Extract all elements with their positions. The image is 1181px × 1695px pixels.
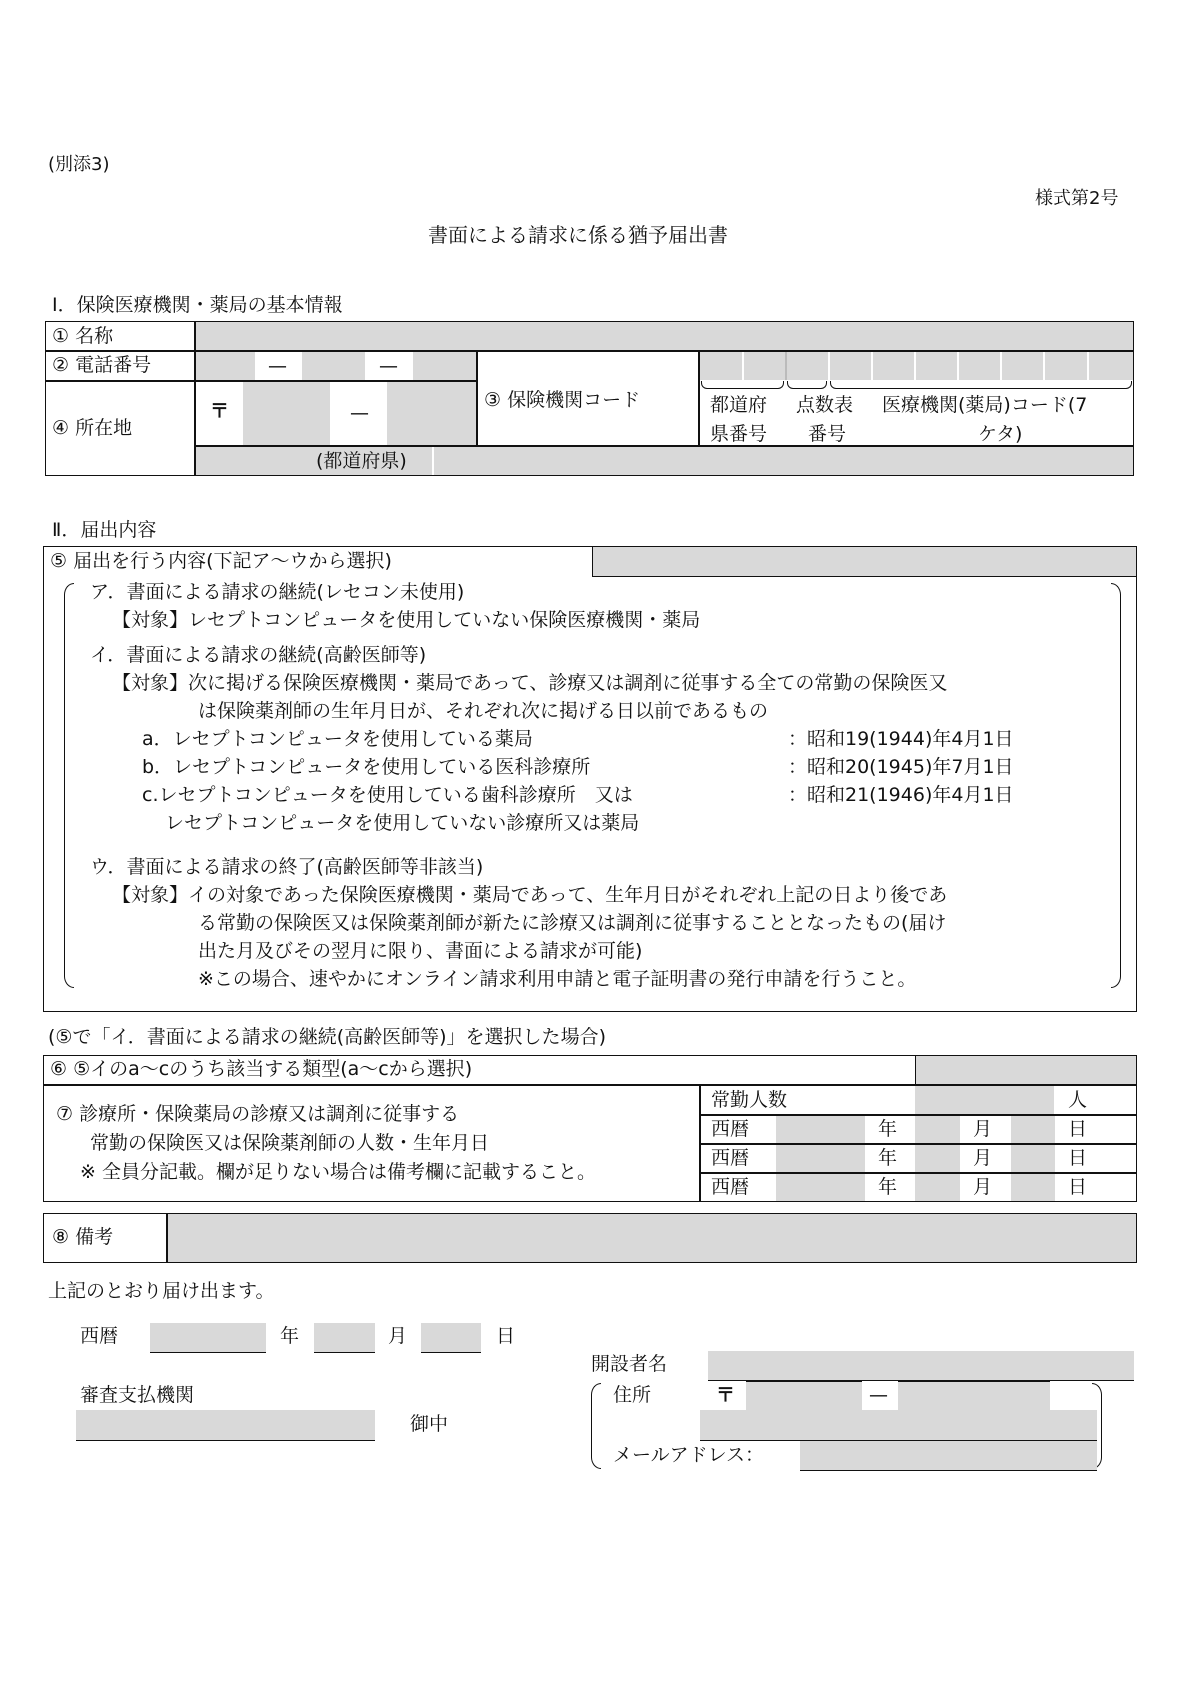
item7-line2: 常勤の保険医又は保険薬剤師の人数・生年月日	[90, 1132, 490, 1154]
email-label: メールアドレス：	[613, 1444, 765, 1466]
option-u-note: ※この場合、速やかにオンライン請求利用申請と電子証明書の発行申請を行うこと。	[198, 968, 917, 990]
options-bracket-left	[64, 583, 74, 988]
address-label: ④ 所在地	[52, 417, 133, 439]
institution-code-input[interactable]	[700, 352, 1133, 380]
birth-month-input[interactable]	[915, 1145, 960, 1172]
postal-code-input-1[interactable]	[243, 382, 330, 445]
option-u-target-3: 出た月及びその翌月に限り、書面による請求が可能)	[198, 940, 643, 962]
birth-day-input[interactable]	[1011, 1145, 1055, 1172]
remarks-label: ⑧ 備考	[52, 1226, 114, 1248]
birth-era-label: 西暦	[711, 1176, 750, 1198]
phone-input-number[interactable]	[413, 352, 476, 380]
birth-year-input[interactable]	[776, 1174, 865, 1201]
code-caption-inst-1: 医療機関(薬局)コード(7	[882, 394, 1088, 416]
form-number: 様式第2号	[1035, 188, 1119, 209]
birth-year-input[interactable]	[776, 1116, 865, 1143]
birth-year-unit: 年	[878, 1118, 898, 1140]
option-i-date-c: ：昭和21(1946)年4月1日	[788, 784, 1014, 806]
staff-count-input[interactable]	[915, 1086, 1054, 1114]
options-bracket-right	[1111, 583, 1121, 988]
postal-separator: —	[350, 402, 369, 424]
option-u-target-2: る常勤の保険医又は保険薬剤師が新たに診療又は調剤に従事することとなったもの(届け	[198, 912, 947, 934]
payer-input[interactable]	[76, 1410, 375, 1441]
founder-postal-separator: —	[869, 1384, 888, 1406]
birth-month-unit: 月	[973, 1118, 993, 1140]
item6-label: ⑥ ⑤イのa～cのうち該当する類型(a～cから選択)	[50, 1058, 473, 1080]
option-i-title: イ．書面による請求の継続(高齢医師等)	[90, 644, 427, 666]
founder-address-input[interactable]	[700, 1410, 1097, 1441]
option-a-title: ア．書面による請求の継続(レセコン未使用)	[90, 581, 465, 603]
postal-code-input-2[interactable]	[387, 382, 476, 445]
staff-count-unit: 人	[1068, 1089, 1088, 1111]
name-label: ① 名称	[52, 325, 114, 347]
option-i-target-2: は保険薬剤師の生年月日が、それぞれ次に掲げる日以前であるもの	[198, 700, 769, 722]
birth-era-label: 西暦	[711, 1118, 750, 1140]
brace-prefecture	[701, 381, 784, 389]
email-input[interactable]	[800, 1441, 1097, 1471]
postal-mark-icon: 〒	[210, 400, 230, 422]
birth-year-unit: 年	[878, 1147, 898, 1169]
code-caption-pref-1: 都道府	[710, 394, 768, 416]
submission-day-input[interactable]	[421, 1323, 481, 1353]
staff-count-label: 常勤人数	[711, 1089, 788, 1111]
phone-separator-1: —	[268, 355, 287, 377]
birth-year-unit: 年	[878, 1176, 898, 1198]
phone-label: ② 電話番号	[52, 354, 152, 376]
item6-select[interactable]	[915, 1056, 1136, 1084]
brace-points	[787, 381, 827, 389]
birth-day-input[interactable]	[1011, 1116, 1055, 1143]
birth-month-input[interactable]	[915, 1174, 960, 1201]
remarks-input[interactable]	[168, 1214, 1136, 1262]
page-title: 書面による請求に係る猶予届出書	[428, 223, 728, 247]
submission-year-input[interactable]	[150, 1323, 266, 1353]
prefecture-label: (都道府県)	[316, 450, 407, 472]
birth-year-input[interactable]	[776, 1145, 865, 1172]
item7-line1: ⑦ 診療所・保険薬局の診療又は調剤に従事する	[56, 1103, 460, 1125]
phone-input-exchange[interactable]	[302, 352, 365, 380]
code-caption-points-2: 番号	[808, 423, 847, 445]
founder-bracket-left	[591, 1383, 601, 1469]
code-caption-points-1: 点数表	[796, 394, 854, 416]
item5-select[interactable]	[592, 546, 1137, 577]
payer-label: 審査支払機関	[80, 1384, 195, 1406]
founder-address-label: 住所	[613, 1384, 652, 1406]
date-era-label: 西暦	[80, 1325, 119, 1347]
birth-month-input[interactable]	[915, 1116, 960, 1143]
option-i-item-c-cont: レセプトコンピュータを使用していない診療所又は薬局	[165, 812, 640, 834]
conditional-note: (⑤で「イ．書面による請求の継続(高齢医師等)」を選択した場合)	[48, 1026, 606, 1048]
option-u-target-1: 【対象】イの対象であった保険医療機関・薬局であって、生年月日がそれぞれ上記の日より後であ	[112, 884, 948, 906]
name-input[interactable]	[196, 322, 1133, 350]
founder-postal-mark-icon: 〒	[716, 1384, 736, 1406]
option-i-date-b: ：昭和20(1945)年7月1日	[788, 756, 1014, 778]
founder-postal-input-2[interactable]	[898, 1381, 1050, 1411]
option-i-target-1: 【対象】次に掲げる保険医療機関・薬局であって、診療又は調剤に従事する全ての常勤の保険医又	[112, 672, 948, 694]
founder-postal-input-1[interactable]	[746, 1381, 862, 1411]
section1-heading: Ⅰ．保険医療機関・薬局の基本情報	[52, 294, 343, 316]
brace-institution	[830, 381, 1132, 389]
phone-separator-2: —	[379, 355, 398, 377]
code-caption-inst-2: ケタ)	[978, 423, 1023, 445]
birth-day-unit: 日	[1068, 1147, 1088, 1169]
birth-day-unit: 日	[1068, 1176, 1088, 1198]
item7-line3: ※ 全員分記載。欄が足りない場合は備考欄に記載すること。	[80, 1161, 596, 1183]
option-i-item-c: c.レセプトコンピュータを使用している歯科診療所 又は	[142, 784, 633, 806]
date-year-unit: 年	[280, 1325, 300, 1347]
submission-month-input[interactable]	[314, 1323, 375, 1353]
submission-statement: 上記のとおり届け出ます。	[48, 1280, 275, 1302]
birth-day-unit: 日	[1068, 1118, 1088, 1140]
option-u-title: ウ．書面による請求の終了(高齢医師等非該当)	[90, 856, 484, 878]
attachment-label: (別添3)	[48, 154, 110, 175]
date-day-unit: 日	[496, 1325, 516, 1347]
birth-day-input[interactable]	[1011, 1174, 1055, 1201]
item5-label: ⑤ 届出を行う内容(下記ア～ウから選択)	[50, 550, 392, 572]
birth-era-label: 西暦	[711, 1147, 750, 1169]
option-i-date-a: ：昭和19(1944)年4月1日	[788, 728, 1014, 750]
birth-month-unit: 月	[973, 1176, 993, 1198]
option-i-item-a: a．レセプトコンピュータを使用している薬局	[142, 728, 533, 750]
founder-label: 開設者名	[591, 1353, 668, 1375]
payer-suffix: 御中	[410, 1413, 449, 1435]
option-i-item-b: b．レセプトコンピュータを使用している医科診療所	[142, 756, 591, 778]
date-month-unit: 月	[388, 1325, 408, 1347]
phone-input-area[interactable]	[196, 352, 255, 380]
birth-month-unit: 月	[973, 1147, 993, 1169]
option-a-target: 【対象】レセプトコンピュータを使用していない保険医療機関・薬局	[112, 609, 701, 631]
code-caption-pref-2: 県番号	[710, 423, 768, 445]
founder-name-input[interactable]	[708, 1351, 1134, 1381]
institution-code-label: ③ 保険機関コード	[484, 389, 641, 411]
section2-heading: Ⅱ．届出内容	[52, 519, 157, 541]
